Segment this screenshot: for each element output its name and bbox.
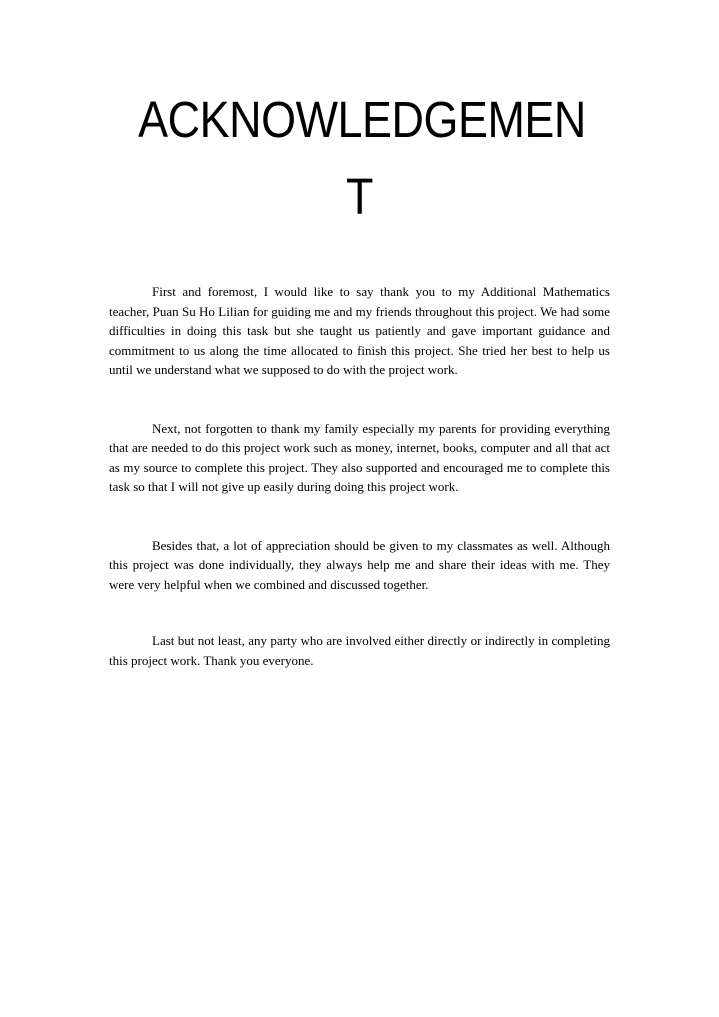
paragraph-teacher-thanks: First and foremost, I would like to say thank you to my Additional Mathematics teacher, Puan Su Ho Lilian for guiding me and my friends throughout this project. We had some difficulties in doing this task but she taught us patiently and gave important guidance and commitment to us along the time allocated to finish this project. She tried her best to help us until we understand what we supposed to do with the project work. — [109, 284, 610, 377]
paragraph-family-thanks: Next, not forgotten to thank my family especially my parents for providing everything that are needed to do this project work such as money, internet, books, computer and all that act as my source to complete this project. They also supported and encouraged me to complete this task so that I will not give up easily during doing this project work. — [109, 420, 610, 494]
acknowledgement-body — [109, 282, 610, 670]
paragraph-classmates-thanks: Besides that, a lot of appreciation should be given to my classmates as well. Although this project was done individually, they always help me and share their ideas with me. They were very helpful when we combined and discussed together. — [109, 537, 610, 592]
page-title — [138, 88, 586, 229]
page-title-line-2: T — [346, 168, 373, 225]
paragraph-closing-thanks: Last but not least, any party who are involved either directly or indirectly in completing this project work. Thank you everyone. — [109, 633, 610, 668]
page-title-line-1: ACKNOWLEDGEMEN — [138, 91, 586, 148]
